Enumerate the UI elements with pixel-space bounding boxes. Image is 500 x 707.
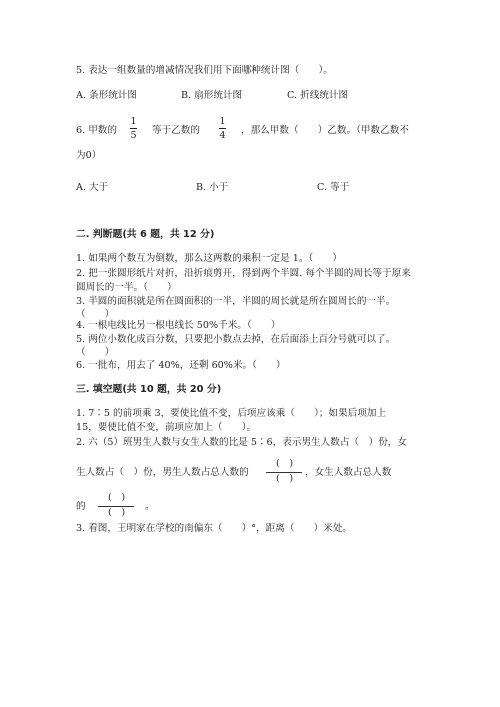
sec3-item-1: 1. 7∶5 的前项乘 3，要使比值不变，后项应该乘（ ）；如果后项加上 bbox=[76, 408, 387, 419]
sec2-item-3-cont: （ ） bbox=[76, 309, 115, 320]
q6-frac1-denominator: 5 bbox=[130, 130, 137, 141]
sec3-item-2-period: 。 bbox=[145, 501, 155, 512]
q6-text-line2: 为0） bbox=[76, 150, 102, 161]
fraction-bar bbox=[130, 128, 137, 129]
sec3-item-2-cont: 生人数占（ ）份，男生人数占总人数的 bbox=[76, 467, 249, 478]
sec2-item-6: 6. 一批布，用去了 40%，还剩 60%米。（ ） bbox=[76, 360, 286, 371]
q6-fraction-one-fourth bbox=[219, 116, 226, 141]
fraction-bar bbox=[219, 128, 226, 129]
q6-fraction-one-fifth bbox=[130, 116, 137, 141]
sec2-item-4: 4. 一根电线比另一根电线长 50%千米。（ ） bbox=[76, 320, 281, 331]
blank-denominator: ( ) bbox=[108, 507, 126, 518]
q6-frac2-denominator: 4 bbox=[219, 130, 226, 141]
q6-option-c: C. 等于 bbox=[317, 182, 350, 193]
sec3-item-1-cont: 15，要使比值不变，前项应加上（ ）。 bbox=[76, 422, 257, 433]
blank-denominator: ( ) bbox=[276, 473, 294, 484]
sec2-item-3: 3. 半圆的面积就是所在圆面积的一半，半圆的周长就是所在圆周长的一半。 bbox=[76, 296, 396, 307]
q6-text-mid: 等于乙数的 bbox=[152, 125, 200, 136]
blank-numerator: ( ) bbox=[108, 492, 126, 503]
q6-option-b: B. 小于 bbox=[196, 182, 229, 193]
sec2-item-1: 1. 如果两个数互为倒数，那么这两数的乘积一定是 1。（ ） bbox=[76, 253, 342, 264]
q6-frac1-numerator: 1 bbox=[130, 116, 137, 127]
q6-text-pre: 6. 甲数的 bbox=[76, 125, 117, 136]
q5-option-b: B. 扇形统计图 bbox=[181, 90, 243, 101]
q6-text-post: ，那么甲数（ ）乙数。（甲数乙数不 bbox=[241, 125, 409, 136]
blank-fraction-female-share bbox=[98, 492, 134, 520]
q6-option-a: A. 大于 bbox=[76, 182, 109, 193]
section-2-heading: 二. 判断题(共 6 题，共 12 分) bbox=[76, 229, 215, 240]
sec3-item-2: 2. 六（5）班男生人数与女生人数的比是 5∶6，表示男生人数占（ ）份，女 bbox=[76, 437, 407, 448]
blank-numerator: ( ) bbox=[276, 458, 294, 469]
sec2-item-2: 2. 把一张圆形纸片对折，沿折痕剪开，得到两个半圆. 每个半圆的周长等于原来 bbox=[76, 268, 411, 279]
q5-option-a: A. 条形统计图 bbox=[76, 90, 137, 101]
sec2-item-5-cont: （ ） bbox=[76, 347, 115, 358]
sec2-item-2-cont: 圆周长的一半。（ ） bbox=[76, 282, 177, 293]
section-3-heading: 三. 填空题(共 10 题，共 20 分) bbox=[76, 384, 222, 395]
sec3-item-3: 3. 看图，王明家在学校的南偏东（ ）°，距离（ ）米处。 bbox=[76, 523, 353, 534]
q6-frac2-numerator: 1 bbox=[219, 116, 226, 127]
q5-text: 5. 表达一组数量的增减情况我们用下面哪种统计图（ ）。 bbox=[76, 65, 333, 76]
blank-fraction-male-share bbox=[266, 458, 302, 486]
sec3-item-2-cont-c: 的 bbox=[76, 501, 86, 512]
sec2-item-5: 5. 两位小数化成百分数，只要把小数点去掉，在后面添上百分号就可以了。 bbox=[76, 334, 396, 345]
q5-option-c: C. 折线统计图 bbox=[287, 90, 349, 101]
sec3-item-2-cont-b: ，女生人数占总人数 bbox=[305, 467, 392, 478]
